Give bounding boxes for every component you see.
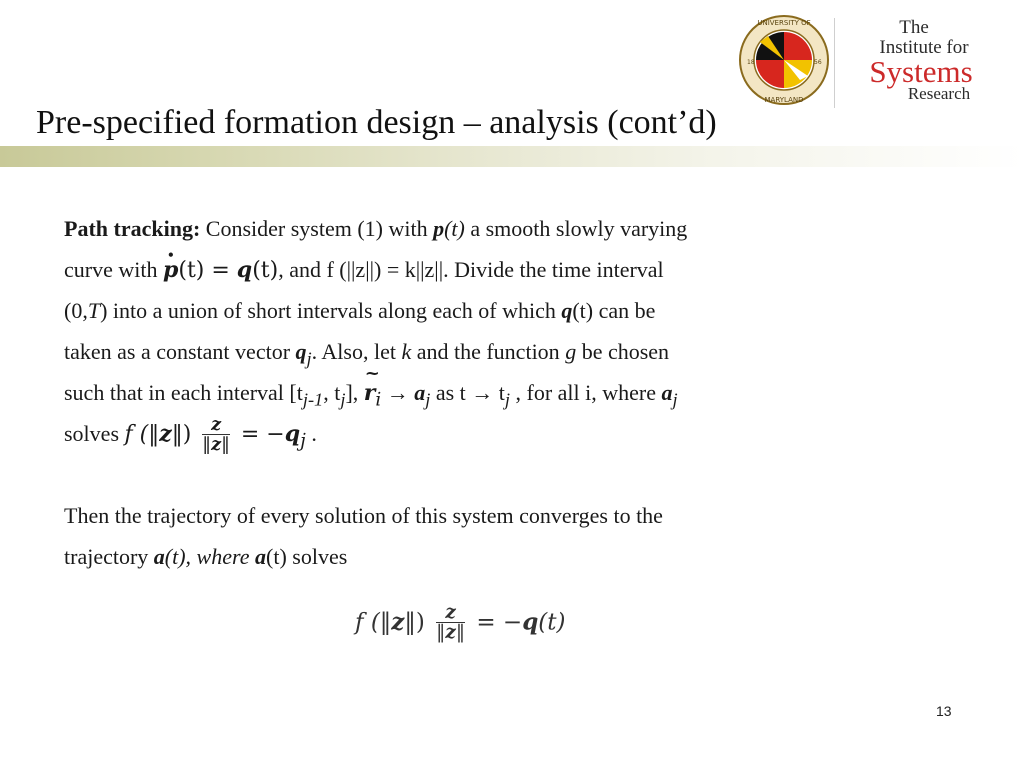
isr-logo-research: Research — [907, 84, 971, 103]
text-line-1 — [64, 208, 964, 249]
math-q: q — [236, 257, 253, 283]
fraction-numerator: z — [445, 602, 456, 623]
math-z: z — [211, 433, 222, 455]
text-span: ], — [345, 380, 364, 405]
math-text: f (‖ — [124, 422, 160, 447]
fraction-denominator — [202, 434, 230, 455]
text-span: a smooth slowly varying — [464, 216, 688, 241]
math-text: ‖ — [221, 434, 230, 455]
fraction-numerator: z — [211, 413, 222, 435]
math-sub-j: j — [306, 348, 312, 369]
text-span: . — [305, 421, 317, 446]
fraction — [436, 604, 465, 643]
text-line-4 — [64, 331, 964, 372]
display-equation — [355, 604, 565, 643]
svg-text:MARYLAND: MARYLAND — [764, 96, 804, 104]
math-t: (t) — [444, 216, 465, 241]
text-line-2 — [64, 249, 964, 290]
text-span: trajectory — [64, 544, 154, 569]
text-line-6 — [64, 413, 964, 454]
math-text: f (‖ — [355, 609, 392, 636]
arrow-text: → — [381, 380, 415, 405]
text-span: curve with — [64, 257, 163, 282]
math-text: (t) — [252, 258, 279, 283]
text-span: , and f (||z||) = k||z||. Divide the time interval — [278, 257, 664, 282]
math-text: ‖) — [404, 609, 433, 636]
text-span: (0, — [64, 298, 88, 323]
text-line-7: Then the trajectory of every solution of this system converges to the — [64, 503, 663, 528]
math-sub-i: i — [375, 389, 382, 411]
svg-text:18: 18 — [747, 59, 755, 66]
math-z: z — [159, 421, 172, 447]
math-sub-j: j — [504, 389, 510, 410]
text-span: Consider system (1) with — [200, 216, 434, 241]
math-pdot: • p — [163, 250, 178, 291]
isr-logo-the: The — [899, 17, 929, 38]
inline-equation-solves — [124, 413, 306, 455]
page-number: 13 — [936, 703, 952, 719]
math-sub-j-1: j-1 — [302, 389, 324, 410]
isr-logo-institute: Institute for — [879, 37, 969, 58]
spacer — [64, 454, 964, 495]
path-tracking-heading: Path tracking: — [64, 216, 201, 241]
math-text: ‖) — [171, 422, 199, 447]
text-span: . Also, let — [311, 339, 402, 364]
math-a: a — [153, 544, 165, 569]
text-span: as t → t — [430, 380, 505, 405]
logo-area — [738, 14, 1008, 112]
math-sub-j: j — [425, 389, 431, 410]
svg-text:56: 56 — [814, 59, 822, 66]
text-span: (t) solves — [266, 544, 348, 569]
text-span: solves — [64, 421, 125, 446]
text-span: taken as a constant vector — [64, 339, 296, 364]
text-span: , for all i, where — [510, 380, 662, 405]
text-span: ) into a union of short intervals along each of which — [100, 298, 562, 323]
math-k: k — [401, 339, 412, 364]
math-text: ‖ — [436, 622, 446, 644]
math-sub-j: j — [340, 389, 346, 410]
text-span: (t) can be — [572, 298, 656, 323]
title-underline-bar — [0, 146, 1024, 167]
math-text: ‖ — [202, 434, 212, 455]
math-p: p — [433, 216, 445, 241]
math-a: a — [661, 380, 673, 405]
text-line-8 — [64, 536, 964, 577]
text-span: be chosen — [576, 339, 670, 364]
math-g: g — [565, 339, 577, 364]
text-span: , t — [323, 380, 341, 405]
math-T: T — [87, 298, 101, 323]
math-text: (t) = — [178, 258, 237, 283]
svg-text:UNIVERSITY OF: UNIVERSITY OF — [757, 19, 811, 27]
math-a: a — [255, 544, 267, 569]
math-r-tilde: ~ r — [364, 373, 376, 414]
isr-logo-systems: Systems — [869, 54, 973, 89]
math-text: (t) — [538, 609, 566, 636]
math-a: a — [414, 380, 426, 405]
text-span: and the function — [411, 339, 566, 364]
text-span: such that in each interval [t — [64, 380, 303, 405]
math-q: q — [284, 421, 301, 447]
math-sub-j: j — [300, 430, 306, 452]
fraction-denominator — [436, 622, 465, 642]
fraction — [202, 413, 230, 455]
math-z: z — [391, 608, 405, 636]
math-q: q — [295, 339, 307, 364]
inline-equation-r-tilde — [363, 380, 382, 411]
math-text: ‖ — [455, 622, 466, 644]
isr-logo — [844, 18, 1004, 108]
math-q: q — [522, 608, 539, 636]
inline-equation-pdot — [163, 258, 278, 283]
slide-body — [64, 208, 964, 577]
math-text: = − — [469, 609, 523, 636]
text-line-5 — [64, 372, 964, 413]
math-q: q — [561, 298, 573, 323]
math-z: z — [445, 622, 456, 644]
text-line-3 — [64, 290, 964, 331]
math-text: = − — [233, 422, 285, 447]
math-sub-j: j — [672, 389, 678, 410]
umd-seal-logo — [738, 14, 830, 106]
slide-title: Pre-specified formation design – analysis (cont’d) — [36, 104, 717, 141]
math-text: (t), where — [164, 544, 256, 569]
